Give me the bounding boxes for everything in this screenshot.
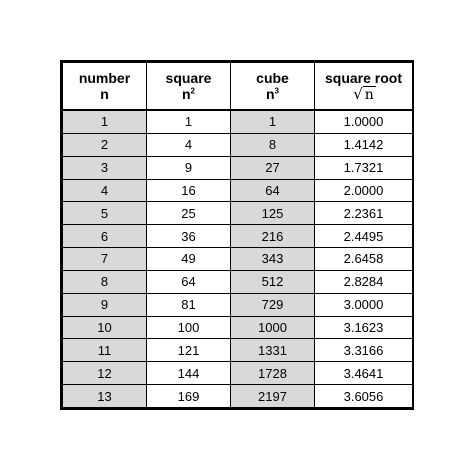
cube-cell: 1331 bbox=[231, 339, 315, 362]
root-cell: 2.2361 bbox=[315, 202, 413, 225]
radical-sign-icon: √ bbox=[353, 84, 363, 103]
number-cell: 7 bbox=[63, 248, 147, 271]
header-root bbox=[315, 63, 413, 111]
table-row bbox=[63, 156, 413, 179]
root-cell: 3.1623 bbox=[315, 316, 413, 339]
number-cell: 6 bbox=[63, 225, 147, 248]
square-cell: 64 bbox=[147, 270, 231, 293]
cube-cell: 8 bbox=[231, 133, 315, 156]
cube-cell: 1728 bbox=[231, 362, 315, 385]
header-square-exponent: 2 bbox=[190, 86, 195, 96]
table-row bbox=[63, 110, 413, 133]
powers-roots-table bbox=[62, 62, 413, 408]
square-cell: 100 bbox=[147, 316, 231, 339]
cube-cell: 2197 bbox=[231, 385, 315, 408]
square-cell: 169 bbox=[147, 385, 231, 408]
square-cell: 9 bbox=[147, 156, 231, 179]
cube-cell: 1000 bbox=[231, 316, 315, 339]
root-cell: 3.3166 bbox=[315, 339, 413, 362]
number-cell: 8 bbox=[63, 270, 147, 293]
square-cell: 25 bbox=[147, 202, 231, 225]
root-cell: 2.4495 bbox=[315, 225, 413, 248]
number-cell: 10 bbox=[63, 316, 147, 339]
table-row bbox=[63, 316, 413, 339]
square-cell: 144 bbox=[147, 362, 231, 385]
table-row bbox=[63, 133, 413, 156]
square-cell: 1 bbox=[147, 110, 231, 133]
square-cell: 49 bbox=[147, 248, 231, 271]
cube-cell: 216 bbox=[231, 225, 315, 248]
number-cell: 4 bbox=[63, 179, 147, 202]
table-row bbox=[63, 202, 413, 225]
table-header bbox=[63, 63, 413, 111]
header-cube bbox=[231, 63, 315, 111]
square-cell: 121 bbox=[147, 339, 231, 362]
header-square-label: square bbox=[165, 70, 212, 86]
header-square bbox=[147, 63, 231, 111]
root-cell: 2.6458 bbox=[315, 248, 413, 271]
table-row bbox=[63, 385, 413, 408]
header-number-symbol: n bbox=[100, 86, 109, 102]
table-row bbox=[63, 248, 413, 271]
root-cell: 1.4142 bbox=[315, 133, 413, 156]
table-row bbox=[63, 270, 413, 293]
root-cell: 2.0000 bbox=[315, 179, 413, 202]
table-row bbox=[63, 179, 413, 202]
table-row bbox=[63, 339, 413, 362]
square-cell: 16 bbox=[147, 179, 231, 202]
header-cube-label: cube bbox=[256, 70, 289, 86]
root-cell: 2.8284 bbox=[315, 270, 413, 293]
number-cell: 13 bbox=[63, 385, 147, 408]
header-root-radicand: n bbox=[364, 86, 374, 103]
cube-cell: 1 bbox=[231, 110, 315, 133]
number-cell: 1 bbox=[63, 110, 147, 133]
square-cell: 4 bbox=[147, 133, 231, 156]
root-cell: 1.7321 bbox=[315, 156, 413, 179]
root-cell: 3.4641 bbox=[315, 362, 413, 385]
cube-cell: 27 bbox=[231, 156, 315, 179]
header-number-label: number bbox=[78, 70, 131, 86]
number-cell: 3 bbox=[63, 156, 147, 179]
number-cell: 12 bbox=[63, 362, 147, 385]
header-number bbox=[63, 63, 147, 111]
header-square-base: n bbox=[181, 86, 191, 102]
table-body bbox=[63, 110, 413, 408]
header-root-label: square root bbox=[324, 69, 402, 86]
cube-cell: 343 bbox=[231, 248, 315, 271]
table-row bbox=[63, 293, 413, 316]
number-cell: 11 bbox=[63, 339, 147, 362]
number-cell: 5 bbox=[63, 202, 147, 225]
header-row bbox=[63, 63, 413, 111]
root-cell: 3.0000 bbox=[315, 293, 413, 316]
table-row bbox=[63, 362, 413, 385]
header-cube-exponent: 3 bbox=[274, 86, 279, 96]
cube-cell: 729 bbox=[231, 293, 315, 316]
cube-cell: 64 bbox=[231, 179, 315, 202]
header-cube-base: n bbox=[265, 86, 275, 102]
root-cell: 1.0000 bbox=[315, 110, 413, 133]
square-cell: 81 bbox=[147, 293, 231, 316]
header-root-symbol bbox=[315, 86, 412, 103]
cube-cell: 125 bbox=[231, 202, 315, 225]
header-square-symbol bbox=[147, 86, 230, 102]
square-cell: 36 bbox=[147, 225, 231, 248]
cube-cell: 512 bbox=[231, 270, 315, 293]
root-cell: 3.6056 bbox=[315, 385, 413, 408]
table-row bbox=[63, 225, 413, 248]
number-cell: 9 bbox=[63, 293, 147, 316]
header-cube-symbol bbox=[231, 86, 314, 102]
square-root-symbol bbox=[351, 86, 376, 103]
math-table bbox=[60, 60, 414, 410]
number-cell: 2 bbox=[63, 133, 147, 156]
